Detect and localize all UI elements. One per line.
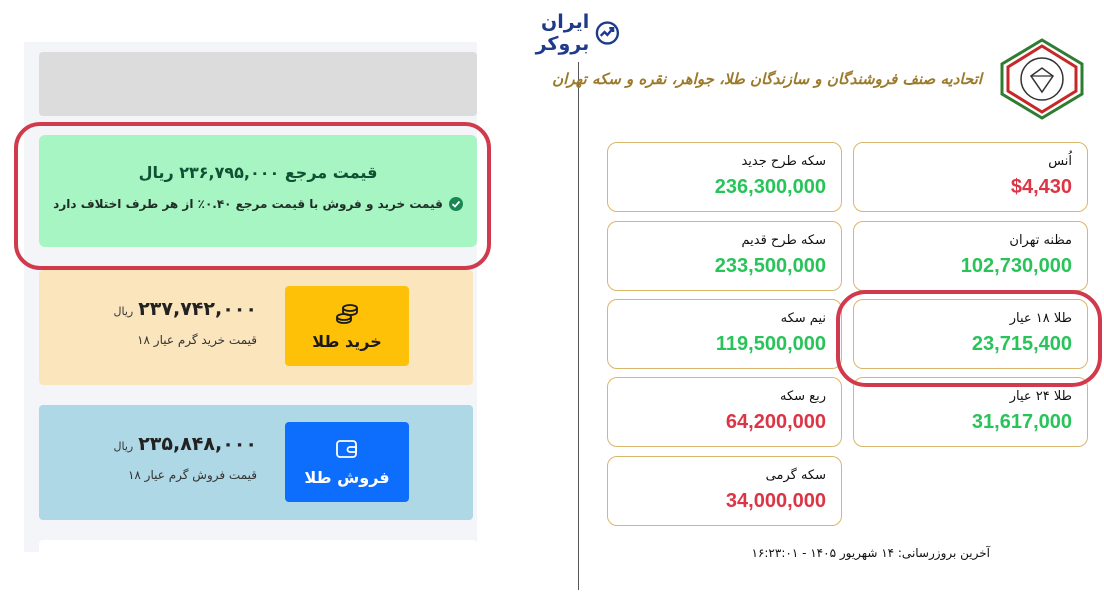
sell-gold-button[interactable] <box>285 422 409 502</box>
brand-logo[interactable] <box>486 11 620 55</box>
highlight-ring-reference <box>14 122 491 270</box>
price-card-ounce[interactable] <box>853 142 1088 212</box>
price-name: طلا ۱۸ عیار <box>1009 311 1072 326</box>
union-name: اتحادیه صنف فروشندگان و سازندگان طلا، جواهر، نقره و سکه تهران <box>552 70 982 88</box>
price-card-old-coin[interactable] <box>607 221 842 291</box>
price-card-new-coin[interactable] <box>607 142 842 212</box>
price-name: سکه طرح جدید <box>741 154 826 169</box>
price-card-quarter-coin[interactable] <box>607 377 842 447</box>
price-value: $4,430 <box>1010 176 1072 198</box>
buy-price-label: قیمت خرید گرم عیار ۱۸ <box>137 333 257 347</box>
price-value: 233,500,000 <box>714 255 826 277</box>
sell-gold-card <box>39 405 473 520</box>
sell-price <box>113 433 257 455</box>
buy-price-value: ۲۳۷,۷۴۲,۰۰۰ <box>138 298 257 320</box>
reference-note-text: قیمت خرید و فروش با قیمت مرجع ۰.۴۰٪ از هر طرف اختلاف دارد <box>53 197 443 211</box>
sell-price-value: ۲۳۵,۸۴۸,۰۰۰ <box>138 433 257 455</box>
buy-gold-button[interactable] <box>285 286 409 366</box>
price-name: نیم سکه <box>780 311 826 326</box>
brand-name: ایران بروکر <box>535 11 590 55</box>
sell-gold-label: فروش طلا <box>304 467 390 487</box>
price-name: مظنه تهران <box>1009 233 1072 248</box>
price-value: 34,000,000 <box>725 490 826 512</box>
price-value: 64,200,000 <box>725 411 826 433</box>
price-name: سکه گرمی <box>765 468 826 483</box>
price-value: 31,617,000 <box>971 411 1072 433</box>
buy-price-unit: ریال <box>113 305 134 318</box>
next-card-edge <box>39 540 477 554</box>
price-value: 119,500,000 <box>715 333 826 355</box>
union-emblem-icon <box>998 38 1086 120</box>
sell-price-unit: ریال <box>113 440 134 453</box>
highlight-ring-gold-18k <box>836 290 1102 387</box>
last-update: آخرین بروزرسانی: ۱۴ شهریور ۱۴۰۵ - ۱۶:۲۳:۰۱ <box>751 546 990 560</box>
vertical-divider <box>578 62 579 590</box>
buy-gold-card <box>39 270 473 385</box>
price-card-tehran-mazaneh[interactable] <box>853 221 1088 291</box>
price-name: سکه طرح قدیم <box>741 233 826 248</box>
sell-price-label: قیمت فروش گرم عیار ۱۸ <box>127 468 257 482</box>
reference-price-title: قیمت مرجع ۲۳۶,۷۹۵,۰۰۰ ریال <box>138 163 378 182</box>
price-name: طلا ۲۴ عیار <box>1009 389 1072 404</box>
price-value: 102,730,000 <box>960 255 1072 277</box>
price-card-gold-24k[interactable] <box>853 377 1088 447</box>
price-value: 236,300,000 <box>714 176 826 198</box>
buy-gold-label: خرید طلا <box>312 331 382 351</box>
price-card-gram-coin[interactable] <box>607 456 842 526</box>
placeholder-bar <box>39 52 477 116</box>
price-value: 23,715,400 <box>971 333 1072 355</box>
buy-price <box>113 298 257 320</box>
wallet-icon <box>335 438 359 460</box>
trend-chart-icon <box>595 20 620 46</box>
price-name: اُنس <box>1048 154 1072 169</box>
coins-icon <box>335 302 359 324</box>
price-card-half-coin[interactable] <box>607 299 842 369</box>
price-name: ربع سکه <box>780 389 826 404</box>
